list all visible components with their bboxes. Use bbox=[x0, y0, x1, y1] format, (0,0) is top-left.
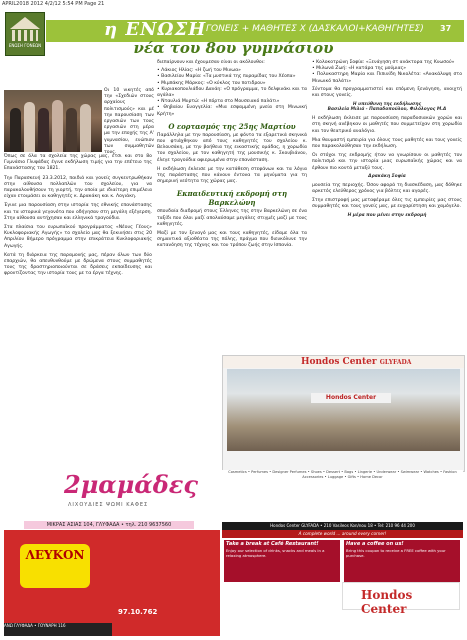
column-2 bbox=[157, 60, 307, 250]
phone-ad[interactable] bbox=[112, 530, 220, 636]
page-subtitle: ΓΟΝΕΙΣ + ΜΑΘΗΤΕΣ Χ (ΔΑΣΚΑΛΟΙ+ΚΑΘΗΓΗΤΕΣ) bbox=[206, 24, 424, 34]
photo-caption: Οι 10 νικητές από την «Σχεδιών στους αρχαίους πολιτισμούς» και μέ την παρουσίαση των εργασιών των τους εργασιών στη μέρα μα την εποχής της Α' γυμνασίου, ενώπιον των συμμαθητών τους. bbox=[104, 88, 154, 156]
column-1 bbox=[4, 154, 152, 278]
mamades-logo: 2μαμάδες bbox=[64, 470, 198, 499]
paragraph: Έγινε μια παρουσίαση στην ιστορία της εθνικής επανάστασης και τα ιστορικά γεγονότα που οδήγησαν στη μεγάλη εξέγερση. Στην αίθουσα αντήχησαν και ελληνικά τραγούδια. bbox=[4, 203, 152, 221]
signature-label: Η υπεύθυνη της εκδήλωσης bbox=[352, 102, 422, 108]
lefton-ad[interactable] bbox=[4, 530, 112, 636]
section-title: νέα του 8ου γυμνάσιου bbox=[133, 39, 334, 57]
list-item: • Κολοκοτρώνη Σοφία: «Ξενάγηση στ ανάκτορα της Κνωσού» bbox=[312, 60, 455, 65]
list-item: • Λάκιος Ηλίας: «Η ζωή του Μινωα» bbox=[157, 68, 241, 74]
paragraph: Κατά τη διάρκεια της παραμονής μας, πέραν όλων των δύο επαρχιών, θα απευθυνθούμε με δρώμενα στους συμμαθητές τους της δραστηριοποιούνται σε δράσεις εκπαίδευσης και φροντίζοντας την ιστορία τους με τα έργα τέχνης. bbox=[4, 252, 152, 277]
hondos-center-ad[interactable] bbox=[222, 355, 465, 472]
list-item: • Νταυλιά Μυρτώ: «Η πόρτα στο Μουσειακό παλάτι» bbox=[157, 99, 280, 105]
subheading-barcelona-trip: Εκπαιδευτική εκδρομή στη Βαρκελώνη bbox=[176, 189, 288, 208]
signature-caption: Η μέρα που μένει στην εκδρομή bbox=[347, 212, 427, 218]
list-item: • Μιλωνά Ζωή: «Η κατάρα της μούμιας» bbox=[312, 66, 407, 72]
print-slug-line: APRIL2018 2012 4/2/12 5:54 PM Page 21 bbox=[2, 1, 105, 7]
list-item: • Μιμπάκης Μάρκος: «Ο κύκλος του ποτιδρου» bbox=[157, 80, 266, 86]
mamades-ad[interactable] bbox=[4, 470, 219, 518]
hondos-logo: Hondos Center GLYFADA bbox=[301, 357, 412, 367]
list-item: • Πολυκαστηρη Μαρία και Πιπινίδη Νικολέτα: «Ανακάλυψη στο Μινωικό παλάτι» bbox=[312, 72, 463, 84]
list-item: • Κυριακοπουλιάδου Δανάη: «Ο πρόγραμμα, το δελφινάκι και τα αγάλα» bbox=[157, 86, 307, 99]
promo-address-bar: Hondos Center GLYFADA • 210 Vasileos Kon/nou 18 • Tel: 210 96 44 200 bbox=[222, 522, 463, 530]
paragraph: Σύντομα θα προγραμματιστεί και επόμενη ξενάγηση, ανοιχτή και στους γονείς. bbox=[312, 86, 462, 99]
paragraph: Οι στόχοι της εκδρομής ήταν να γνωρίσουν οι μαθητές τον πολιτισμό και την ιστορία μιας ευρωπαϊκής χώρας και να έρθουν πιο κοντά μεταξύ τους. bbox=[312, 153, 462, 171]
store-front-photo bbox=[227, 369, 460, 451]
subheading-march-25: Ο εορτασμός της 25ης Μαρτίου bbox=[168, 121, 296, 131]
students-photo bbox=[4, 90, 102, 152]
list-item: • Θηβαίου Ευαγγελία: «Μια εσφαμμένη μνεία στη Μινωική Κρήτη» bbox=[157, 105, 308, 117]
lefton-logo: ΛΕΥΚΟΝ bbox=[20, 544, 90, 588]
promo-box-cafe: Take a break at Café Restaurant! Enjoy our selection of drinks, snacks and meals in a relaxing atmosphere. bbox=[224, 540, 340, 582]
paragraph: Στην επιστροφή μας μεταφέραμε όλες τις εμπειρίες μας στους συμμαθητές και τους γονείς μας, με ευχαρίστηση και χαμόγελο. bbox=[312, 198, 462, 210]
phone-number: 97.10.762 bbox=[118, 608, 158, 616]
paragraph: διεπαίρνουν και έχουμεσαν είναι οι ακόλουθοι: bbox=[157, 60, 265, 65]
column-3 bbox=[312, 60, 462, 218]
promo-box-coupon: Have a coffee on us! Bring this coupon to receive a FREE coffee with your purchase. bbox=[344, 540, 460, 582]
mamades-address: ΜΙΚΡΑΣ ΑΣΙΑΣ 104, ΓΛΥΦΑΔΑ • τηλ. 210 9637560 bbox=[24, 521, 194, 529]
paragraph: σπουδαία διαδρομή στους Έλληνες της στην Βαρκελώνη σε ένα ταξίδι που όλοι μαζί απολαύσαμε μεγάλες στιγμές μαζί με τους καθηγητές. bbox=[157, 209, 307, 227]
signature-name: Δρακάκη Σοφία bbox=[368, 173, 406, 179]
paragraph: Όπως σε όλα τα σχολεία της χώρας μας, έτσι και στο 8ο Γυμνάσιο Γλυφάδας έγινε εκδήλωση τιμής για την επέτειο της Επανάστασης του 1821. bbox=[4, 154, 152, 172]
page-number: 37 bbox=[440, 24, 452, 33]
paragraph: μουσεία της περιοχής. Όσον αφορά τη διασκέδαση, μας δόθηκε αρκετός ελεύθερος χρόνος για βόλτες και αγορές. bbox=[312, 182, 462, 195]
paragraph: Την Παρασκευή 23.3.2012, παιδιά και γονείς συγκεντρωθήκαν στην αίθουσα πολλαπλών του σχολείου, για να παρακολουθήσουν τη γιορτή, την οποία με ιδιαίτερη επιμέλεια είχαν ετοιμάσει οι καθηγητές κ. Δρακάκη και κ. Λογιάκη. bbox=[4, 175, 152, 200]
promo-slogan: A complete world ... around every corner! bbox=[222, 530, 463, 538]
signature-name: Βασιλεία Μιλιά - Παπαδοπούλου, Φιλόλογος Μ.Α bbox=[327, 107, 447, 113]
mamades-tagline: ΛΙΧΟΥΔΙΕΣ ΨΩΜΙ ΚΑΦΕΣ bbox=[68, 502, 149, 508]
page-title: η ΕΝΩΣΗ bbox=[104, 19, 207, 40]
paragraph: Η εκδήλωση έκλεισε με την κατάθεση στεφάνων και τα λόγια της παράστασης που κάνουν έντονα τα μηνύματα για τη σημερινή νεότητα της χώρας μας. bbox=[157, 166, 307, 185]
promo-logo-box: Hondos Center bbox=[342, 582, 460, 610]
lefton-address: ΑΝΩ ΓΛΥΦΑΔΑ • ΓΟΥΝΑΡΗ 116 bbox=[4, 623, 112, 636]
list-item: • Βασιλείου Μαρία: «Τα μυστικά της πυραμίδας του Χέοπα» bbox=[157, 74, 296, 80]
hondos-promo-ad[interactable] bbox=[222, 470, 463, 636]
promo-text: Cosmetics • Perfumes • Designer Perfumes • Shoes • Dessert • Bags • Lingerie • Underwear • Swimwear • Watches • Fashion Accessories • Luggage • Gifts • Home Decor bbox=[228, 470, 457, 479]
paragraph: Παράλληλα με την παρουσίαση, με φόντο τα εξαρετικά σκηνικά που φτιάχθηκαν από τους καθηγητές του σχολείου κ. Βελουσάκη, με την βοήθεια της εικαστικής ομάδας, η χορωδία του σχολείου, με τον καθηγητή της μουσικής κ. Σκουβιάνου, έλεγε τραγούδια αφιερωμένα στην επανάσταση. bbox=[157, 132, 307, 163]
paragraph: Η εκδήλωση έκλεισε με παρουσίαση παραδοσιακών χορών και στη σκηνή ανέβηκαν οι μαθητές που συμμετείχαν στη χορωδία και τον θεατρικό αναλόγιο. bbox=[312, 116, 462, 134]
hondos-ad-header bbox=[223, 356, 464, 368]
store-sign: Hondos Center bbox=[311, 393, 391, 403]
paragraph: Μια θαυμαστή εμπειρία για όλους τους μαθητές και τους γονείς που παρακολούθησαν την εκδήλωση. bbox=[312, 137, 462, 150]
logo-label: ΕΝΩΣΗ ΓΟΝΕΩΝ bbox=[8, 43, 42, 48]
paragraph: Μαζί με τον ξεναγό μας και τους καθηγητές, είδαμε όλα τα σημαντικά αξιοθέατα της πόλης, πράγμα που διευκόλυνε την κατανόηση της τέχνης και του τρόπου ζωής στην Ισπανία. bbox=[157, 231, 307, 249]
paragraph: Στα πλαίσια του ευρωπαϊκού προγράμματος «Νέους Γέους» Κυκλοφοριακής Αγωγής» το σχολείο μας θα ξεκινήσει στις 20 Απριλίου 8ήμερο πρόγραμμα στην επικράτεια Κυκλοφοριακής Αγωγής. bbox=[4, 225, 152, 249]
